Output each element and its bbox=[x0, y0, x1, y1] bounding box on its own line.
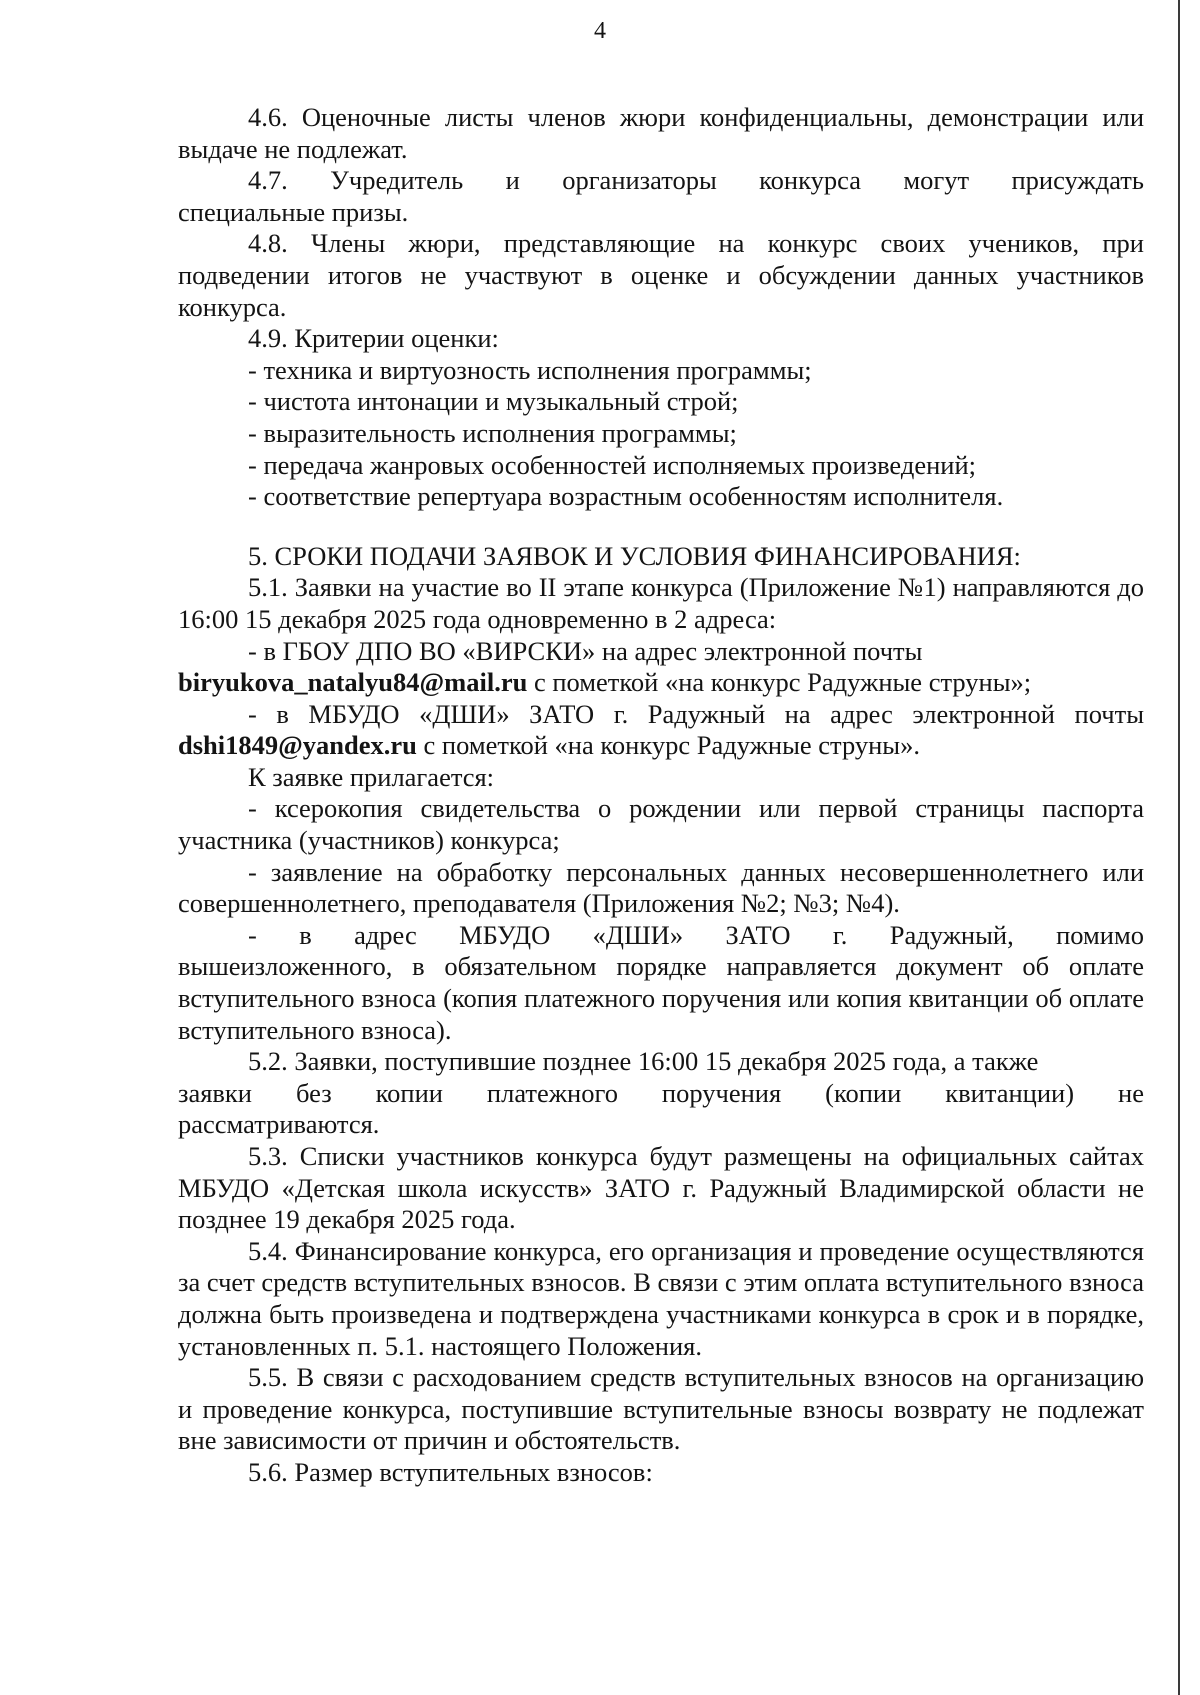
word: Радужный, bbox=[889, 919, 1014, 950]
clause-5-2-rest: рассматриваются. bbox=[178, 1109, 380, 1140]
word: ЗАТО bbox=[725, 919, 791, 950]
clause-5-2-second-line bbox=[178, 1078, 1144, 1110]
attachment-item-2: - заявление на обработку персональных данных несовершеннолетнего или совершеннолетнего, преподавателя (Приложения №2; №3; №4). bbox=[178, 856, 1144, 919]
address-2-prefix: - в МБУДО «ДШИ» ЗАТО г. Радужный на адрес электронной почты bbox=[248, 698, 1144, 729]
email-link-biryukova[interactable]: biryukova_natalyu84@mail.ru bbox=[178, 667, 528, 698]
clause-4-8: 4.8. Члены жюри, представляющие на конкурс своих учеников, при подведении итогов не участвуют в оценке и обсуждении данных участников конкурса. bbox=[178, 228, 1144, 322]
word: могут bbox=[903, 165, 970, 196]
word: квитанции) bbox=[945, 1077, 1075, 1108]
word: - bbox=[248, 919, 257, 950]
criteria-item: - соответствие репертуара возрастным особенностям исполнителя. bbox=[248, 481, 1004, 512]
clause-4-7-rest: специальные призы. bbox=[178, 196, 409, 227]
clause-5-1: 5.1. Заявки на участие во II этапе конкурса (Приложение №1) направляются до 16:00 15 декабря 2025 года одновременно в 2 адреса: bbox=[178, 572, 1144, 634]
word: в bbox=[299, 919, 312, 950]
word: помимо bbox=[1056, 919, 1144, 950]
attachment-item-3 bbox=[178, 920, 1144, 1046]
criteria-list bbox=[178, 355, 1144, 513]
word: (копии bbox=[825, 1077, 902, 1108]
attachment-item-3-first-line bbox=[178, 920, 1144, 952]
word: и bbox=[505, 165, 520, 196]
clause-4-9: 4.9. Критерии оценки: bbox=[248, 323, 499, 354]
word: «ДШИ» bbox=[592, 919, 684, 950]
page-edge-line bbox=[1178, 0, 1180, 1695]
word: адрес bbox=[354, 919, 417, 950]
word: копии bbox=[375, 1077, 443, 1108]
clause-5-2 bbox=[178, 1046, 1144, 1141]
word: поручения bbox=[661, 1077, 782, 1108]
clause-5-3: 5.3. Списки участников конкурса будут размещены на официальных сайтах МБУДО «Детская школа искусств» ЗАТО г. Радужный Владимирской области не позднее 19 декабря 2025 года. bbox=[178, 1141, 1144, 1235]
attachment-intro: К заявке прилагается: bbox=[248, 761, 495, 792]
word: организаторы bbox=[562, 165, 717, 196]
word: присуждать bbox=[1011, 165, 1144, 196]
clause-5-2-first-line-text: 5.2. Заявки, поступившие позднее 16:00 15 декабря 2025 года, а также bbox=[248, 1046, 1039, 1077]
criteria-item: - техника и виртуозность исполнения программы; bbox=[248, 354, 812, 385]
word: МБУДО bbox=[459, 919, 551, 950]
clause-5-2-first-line bbox=[178, 1046, 1144, 1078]
word: заявки bbox=[178, 1077, 252, 1108]
clause-5-5: 5.5. В связи с расходованием средств вступительных взносов на организацию и проведение конкурса, поступившие вступительные взносы возврату не подлежат вне зависимости от причин и обстоятельств. bbox=[178, 1362, 1144, 1456]
word: платежного bbox=[486, 1077, 618, 1108]
word: 4.7. bbox=[248, 165, 288, 196]
word: без bbox=[295, 1077, 332, 1108]
word: г. bbox=[832, 919, 848, 950]
clause-5-6: 5.6. Размер вступительных взносов: bbox=[248, 1456, 653, 1487]
criteria-item: - выразительность исполнения программы; bbox=[248, 417, 737, 448]
criteria-item: - чистота интонации и музыкальный строй; bbox=[248, 386, 739, 417]
page-number: 4 bbox=[594, 18, 606, 44]
clause-4-7 bbox=[178, 165, 1144, 228]
word: Учредитель bbox=[330, 165, 464, 196]
document-body bbox=[178, 102, 1144, 1489]
address-1-line: - в ГБОУ ДПО ВО «ВИРСКИ» на адрес электронной почты bbox=[248, 635, 923, 666]
word: не bbox=[1118, 1077, 1144, 1108]
address-1-email-line bbox=[178, 667, 1144, 699]
address-2-note: с пометкой «на конкурс Радужные струны». bbox=[416, 730, 920, 761]
section-5-title: 5. СРОКИ ПОДАЧИ ЗАЯВОК И УСЛОВИЯ ФИНАНСИРОВАНИЯ: bbox=[248, 540, 1021, 571]
email-link-dshi[interactable]: dshi1849@yandex.ru bbox=[178, 730, 417, 761]
clause-4-6: 4.6. Оценочные листы членов жюри конфиденциальны, демонстрации или выдаче не подлежат. bbox=[178, 102, 1144, 164]
criteria-item: - передача жанровых особенностей исполняемых произведений; bbox=[248, 449, 976, 480]
word: конкурса bbox=[759, 165, 861, 196]
clause-5-4: 5.4. Финансирование конкурса, его организация и проведение осуществляются за счет средств вступительных взносов. В связи с этим оплата вступительного взноса должна быть произведена и подтверждена участниками конкурса в срок и в порядке, установленных п. 5.1. настоящего Положения. bbox=[178, 1235, 1144, 1361]
address-1-note: с пометкой «на конкурс Радужные струны»; bbox=[527, 667, 1032, 698]
address-2 bbox=[178, 699, 1144, 762]
clause-4-7-first-line bbox=[178, 165, 1144, 197]
attachment-item-3-rest: вышеизложенного, в обязательном порядке направляется документ об оплате вступительного взноса (копия платежного поручения или копия квитанции об оплате вступительного взноса). bbox=[178, 951, 1144, 1045]
attachment-item-1: - ксерокопия свидетельства о рождении или первой страницы паспорта участника (участников) конкурса; bbox=[178, 793, 1144, 856]
